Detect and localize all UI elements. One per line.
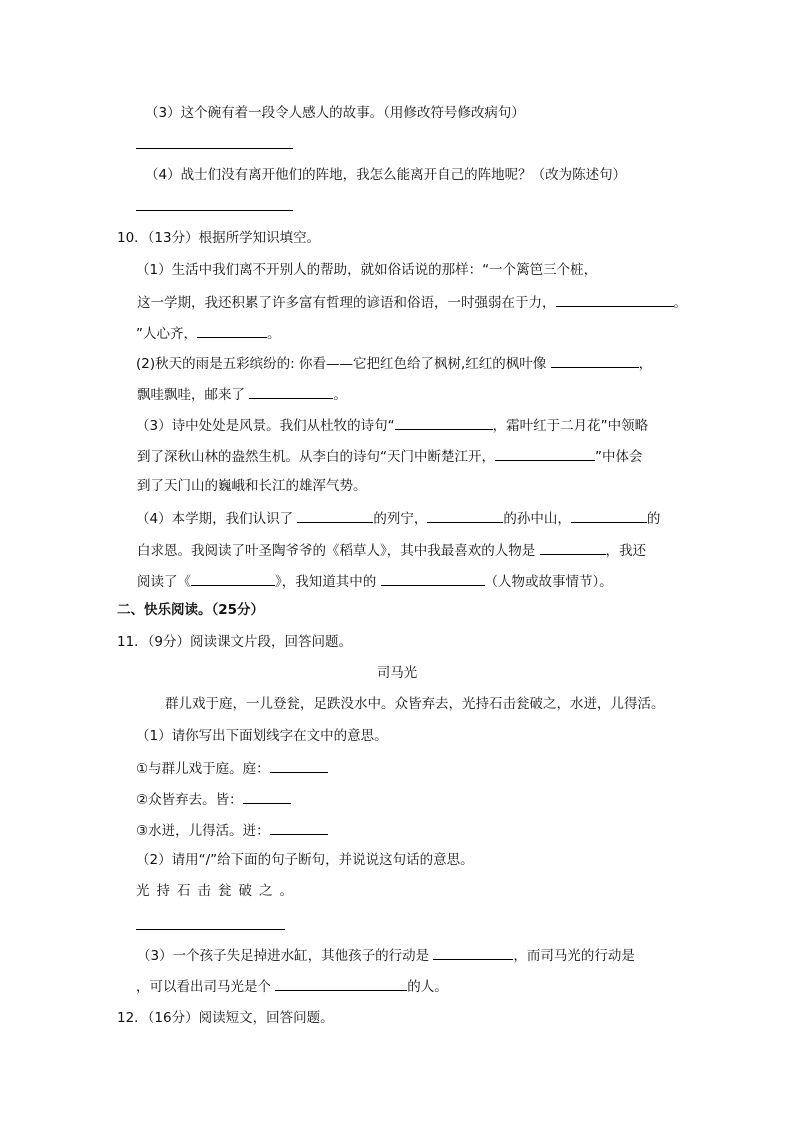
blank-p1-2[interactable] bbox=[197, 323, 267, 338]
q11-s1: （1）请你写出下面划线字在文中的意思。 bbox=[136, 728, 388, 744]
blank-p2-2[interactable] bbox=[249, 384, 333, 399]
q10-p1-b-text: 这一学期，我还积累了许多富有哲理的谚语和俗语，一时强弱在于力， bbox=[137, 295, 556, 311]
q11-passage: 群儿戏于庭，一儿登瓮，足跌没水中。众皆弃去，光持石击瓮破之，水迸，儿得活。 bbox=[165, 696, 665, 712]
blank-p3-2[interactable] bbox=[495, 446, 595, 461]
q10-p4-b-text: 白求恩。我阅读了叶圣陶爷爷的《稻草人》，其中我最喜欢的人物是 bbox=[137, 543, 536, 559]
q11-s3-b-end: 的人。 bbox=[407, 979, 448, 995]
q10-p2-b bbox=[137, 384, 347, 404]
q11-passage-title: 司马光 bbox=[376, 665, 418, 681]
blank-q11-3[interactable] bbox=[270, 820, 328, 835]
q10-p3-b-end: ”中体会 bbox=[595, 449, 643, 465]
section-heading: 二、快乐阅读。（25分） bbox=[117, 602, 265, 618]
blank-p4-3[interactable] bbox=[571, 508, 647, 523]
sentence-char: 光 bbox=[136, 883, 150, 899]
q10-p4-c-text: 阅读了《 bbox=[137, 574, 191, 590]
q11-item-1 bbox=[136, 758, 328, 778]
q9-s4: （4）战士们没有离开他们的阵地，我怎么能离开自己的阵地呢？（改为陈述句） bbox=[145, 167, 627, 183]
q10-p2-b-text: 飘哇飘哇，邮来了 bbox=[137, 387, 245, 403]
sentence-char: 瓮 bbox=[218, 883, 232, 899]
blank-p4-4[interactable] bbox=[540, 540, 606, 555]
q12-header: 12．（16分）阅读短文，回答问题。 bbox=[117, 1010, 334, 1026]
blank-q11-1[interactable] bbox=[270, 758, 328, 773]
answer-line-q9-s3[interactable] bbox=[136, 148, 293, 149]
q10-p4-a-mid1: 的列宁， bbox=[373, 511, 428, 527]
q10-header: 10．（13分）根据所学知识填空。 bbox=[117, 230, 321, 246]
q11-item-3-text: ③水迸，儿得活。迸： bbox=[136, 823, 270, 839]
blank-p2-1[interactable] bbox=[551, 353, 639, 368]
blank-p3-1[interactable] bbox=[395, 415, 493, 430]
q10-p1-a: （1）生活中我们离不开别人的帮助，就如俗话说的那样：“一个篱笆三个桩， bbox=[136, 262, 598, 278]
q10-p3-b-text: 到了深秋山林的盎然生机。从李白的诗句“天门中断楚江开， bbox=[137, 449, 495, 465]
q10-p4-c-mid: 》，我知道其中的 bbox=[275, 574, 377, 590]
q11-s3-a-end: ，而司马光的行动是 bbox=[513, 948, 635, 964]
q10-p1-c bbox=[136, 323, 281, 343]
q11-s3-a-text: （3）一个孩子失足掉进水缸，其他孩子的行动是 bbox=[137, 948, 430, 964]
q11-item-1-text: ①与群儿戏于庭。庭： bbox=[136, 761, 270, 777]
q10-p2-b-end: 。 bbox=[333, 387, 347, 403]
q10-p4-a-text: （4）本学期，我们认识了 bbox=[136, 511, 294, 527]
q10-p4-b bbox=[137, 540, 646, 560]
sentence-char: 持 bbox=[156, 883, 170, 899]
blank-p4-1[interactable] bbox=[297, 508, 373, 523]
q10-p3-a-text: （3）诗中处处是风景。我们从杜牧的诗句“ bbox=[136, 418, 395, 434]
q9-s3: （3）这个碗有着一段令人感人的故事。（用修改符号修改病句） bbox=[145, 105, 525, 121]
q10-p3-c: 到了天门山的巍峨和长江的雄浑气势。 bbox=[137, 478, 367, 494]
blank-p4-6[interactable] bbox=[381, 571, 485, 586]
sentence-char: 石 bbox=[177, 883, 191, 899]
q10-p2-a-end: ， bbox=[638, 356, 653, 372]
q11-item-3 bbox=[136, 820, 328, 840]
q10-p1-b-end: 。 bbox=[673, 295, 687, 311]
q11-sentence-to-break bbox=[136, 882, 300, 900]
q10-p2-a bbox=[136, 353, 652, 373]
blank-p4-5[interactable] bbox=[191, 571, 275, 586]
q11-item-2 bbox=[136, 789, 291, 809]
q10-p4-a-end: 的 bbox=[646, 511, 661, 527]
blank-q11-5[interactable] bbox=[275, 976, 407, 991]
q10-p3-b bbox=[137, 446, 643, 466]
q11-header: 11．（9分）阅读课文片段，回答问题。 bbox=[117, 634, 353, 650]
blank-p4-2[interactable] bbox=[427, 508, 503, 523]
q10-p4-b-end: ，我还 bbox=[605, 543, 647, 559]
q11-s2: （2）请用“/”给下面的句子断句，并说说这句话的意思。 bbox=[136, 852, 474, 868]
sentence-char: 。 bbox=[279, 883, 293, 899]
q11-s3-b bbox=[136, 976, 448, 996]
blank-q11-4[interactable] bbox=[433, 945, 513, 960]
q11-s3-b-text: ，可以看出司马光是个 bbox=[136, 979, 271, 995]
q10-p2-a-text: (2)秋天的雨是五彩缤纷的: 你看——它把红色给了枫树,红红的枫叶像 bbox=[136, 356, 547, 372]
q10-p4-c-end: （人物或故事情节）。 bbox=[484, 574, 613, 590]
q10-p4-a-mid2: 的孙中山， bbox=[503, 511, 571, 527]
sentence-char: 破 bbox=[238, 883, 252, 899]
sentence-char: 击 bbox=[197, 883, 211, 899]
sentence-char: 之 bbox=[259, 883, 273, 899]
blank-p1-1[interactable] bbox=[556, 292, 674, 307]
q11-s3-a bbox=[137, 945, 635, 965]
q10-p3-a bbox=[136, 415, 648, 435]
q10-p1-c-end: 。 bbox=[267, 326, 281, 342]
q10-p4-c bbox=[137, 571, 613, 591]
blank-q11-2[interactable] bbox=[243, 789, 291, 804]
answer-line-q11-s2[interactable] bbox=[136, 929, 285, 930]
answer-line-q9-s4[interactable] bbox=[136, 210, 293, 211]
q11-item-2-text: ②众皆弃去。皆： bbox=[136, 792, 243, 808]
q10-p4-a bbox=[136, 508, 660, 528]
q10-p1-c-text: ”人心齐， bbox=[136, 326, 197, 342]
q10-p1-b bbox=[137, 292, 687, 312]
q10-p3-a-end: ，霜叶红于二月花”中领略 bbox=[492, 418, 649, 434]
